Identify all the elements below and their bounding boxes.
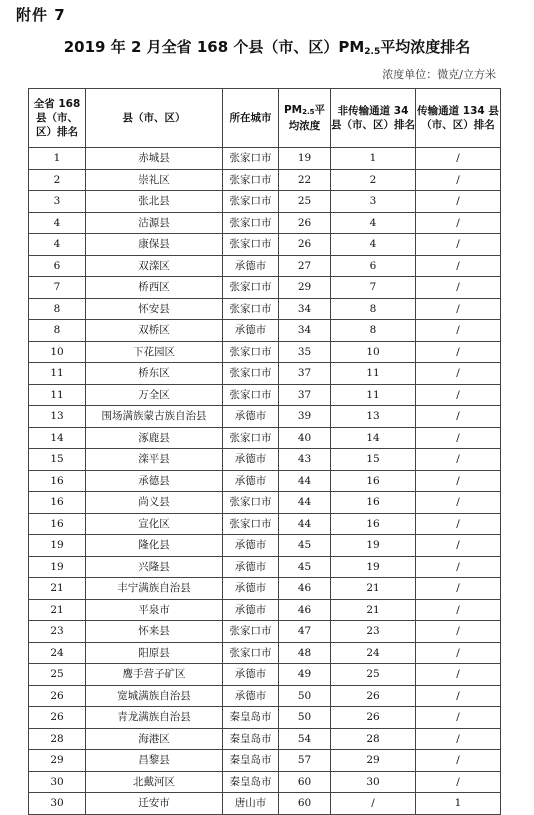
county-cell: 鹰手营子矿区 <box>86 664 223 686</box>
rank-cell: 19 <box>29 556 86 578</box>
non-channel-rank-cell: 30 <box>331 771 416 793</box>
table-row <box>29 191 501 213</box>
table-row <box>29 169 501 191</box>
pm-value-cell: 26 <box>279 212 331 234</box>
rank-cell: 25 <box>29 664 86 686</box>
pm-value-cell: 26 <box>279 234 331 256</box>
table-row <box>29 793 501 815</box>
non-channel-rank-cell: 28 <box>331 728 416 750</box>
channel-rank-cell: / <box>416 621 501 643</box>
non-channel-rank-cell: 19 <box>331 535 416 557</box>
table-row <box>29 642 501 664</box>
rank-cell: 19 <box>29 535 86 557</box>
header-rank: 全省 168 县（市、区）排名 <box>29 89 86 148</box>
table-row <box>29 406 501 428</box>
pm-value-cell: 44 <box>279 513 331 535</box>
non-channel-rank-cell: 10 <box>331 341 416 363</box>
non-channel-rank-cell: 24 <box>331 642 416 664</box>
city-cell: 张家口市 <box>223 212 279 234</box>
county-cell: 滦平县 <box>86 449 223 471</box>
pm-value-cell: 39 <box>279 406 331 428</box>
channel-rank-cell: / <box>416 492 501 514</box>
rank-cell: 24 <box>29 642 86 664</box>
table-row <box>29 234 501 256</box>
channel-rank-cell: / <box>416 148 501 170</box>
channel-rank-cell: / <box>416 556 501 578</box>
city-cell: 张家口市 <box>223 341 279 363</box>
county-cell: 张北县 <box>86 191 223 213</box>
county-cell: 怀来县 <box>86 621 223 643</box>
rank-cell: 11 <box>29 384 86 406</box>
table-row <box>29 685 501 707</box>
rank-cell: 28 <box>29 728 86 750</box>
pm-value-cell: 46 <box>279 599 331 621</box>
pm-value-cell: 19 <box>279 148 331 170</box>
city-cell: 张家口市 <box>223 169 279 191</box>
channel-rank-cell: / <box>416 427 501 449</box>
non-channel-rank-cell: 29 <box>331 750 416 772</box>
table-header <box>29 89 501 148</box>
channel-rank-cell: / <box>416 535 501 557</box>
city-cell: 承德市 <box>223 685 279 707</box>
ranking-table <box>28 88 501 815</box>
table-row <box>29 255 501 277</box>
table-row <box>29 341 501 363</box>
county-cell: 阳原县 <box>86 642 223 664</box>
non-channel-rank-cell: 16 <box>331 513 416 535</box>
county-cell: 兴隆县 <box>86 556 223 578</box>
pm-value-cell: 54 <box>279 728 331 750</box>
non-channel-rank-cell: 8 <box>331 298 416 320</box>
non-channel-rank-cell: 6 <box>331 255 416 277</box>
non-channel-rank-cell: 19 <box>331 556 416 578</box>
non-channel-rank-cell: 4 <box>331 234 416 256</box>
city-cell: 张家口市 <box>223 492 279 514</box>
pm-value-cell: 35 <box>279 341 331 363</box>
channel-rank-cell: / <box>416 642 501 664</box>
channel-rank-cell: / <box>416 449 501 471</box>
channel-rank-cell: / <box>416 707 501 729</box>
city-cell: 张家口市 <box>223 298 279 320</box>
table-body <box>29 148 501 815</box>
rank-cell: 11 <box>29 363 86 385</box>
city-cell: 承德市 <box>223 255 279 277</box>
rank-cell: 26 <box>29 707 86 729</box>
non-channel-rank-cell: 13 <box>331 406 416 428</box>
city-cell: 张家口市 <box>223 621 279 643</box>
table-row <box>29 513 501 535</box>
non-channel-rank-cell: 21 <box>331 599 416 621</box>
city-cell: 承德市 <box>223 470 279 492</box>
channel-rank-cell: / <box>416 470 501 492</box>
pm-value-cell: 57 <box>279 750 331 772</box>
city-cell: 承德市 <box>223 320 279 342</box>
header-pm-subscript: 2.5 <box>302 108 315 116</box>
channel-rank-cell: 1 <box>416 793 501 815</box>
header-row <box>29 89 501 148</box>
rank-cell: 3 <box>29 191 86 213</box>
rank-cell: 2 <box>29 169 86 191</box>
rank-cell: 16 <box>29 513 86 535</box>
city-cell: 承德市 <box>223 599 279 621</box>
pm-value-cell: 37 <box>279 384 331 406</box>
county-cell: 昌黎县 <box>86 750 223 772</box>
non-channel-rank-cell: 16 <box>331 492 416 514</box>
pm-value-cell: 44 <box>279 470 331 492</box>
channel-rank-cell: / <box>416 771 501 793</box>
rank-cell: 21 <box>29 578 86 600</box>
rank-cell: 13 <box>29 406 86 428</box>
non-channel-rank-cell: 1 <box>331 148 416 170</box>
county-cell: 康保县 <box>86 234 223 256</box>
city-cell: 张家口市 <box>223 427 279 449</box>
city-cell: 唐山市 <box>223 793 279 815</box>
county-cell: 涿鹿县 <box>86 427 223 449</box>
header-channel: 传输通道 134 县（市、区）排名 <box>416 89 501 148</box>
city-cell: 张家口市 <box>223 642 279 664</box>
non-channel-rank-cell: 25 <box>331 664 416 686</box>
county-cell: 下花园区 <box>86 341 223 363</box>
table-row <box>29 384 501 406</box>
header-pm-suffix: 平均浓度 <box>288 104 326 132</box>
table-row <box>29 492 501 514</box>
table-row <box>29 449 501 471</box>
non-channel-rank-cell: 26 <box>331 707 416 729</box>
county-cell: 双滦区 <box>86 255 223 277</box>
table-row <box>29 212 501 234</box>
pm-value-cell: 60 <box>279 771 331 793</box>
pm-value-cell: 48 <box>279 642 331 664</box>
non-channel-rank-cell: 8 <box>331 320 416 342</box>
non-channel-rank-cell: 21 <box>331 578 416 600</box>
county-cell: 海港区 <box>86 728 223 750</box>
city-cell: 承德市 <box>223 664 279 686</box>
county-cell: 围场满族蒙古族自治县 <box>86 406 223 428</box>
city-cell: 秦皇岛市 <box>223 728 279 750</box>
county-cell: 怀安县 <box>86 298 223 320</box>
attachment-label: 附件 7 <box>16 6 66 24</box>
rank-cell: 8 <box>29 320 86 342</box>
pm-value-cell: 47 <box>279 621 331 643</box>
channel-rank-cell: / <box>416 191 501 213</box>
county-cell: 桥东区 <box>86 363 223 385</box>
pm-value-cell: 37 <box>279 363 331 385</box>
rank-cell: 7 <box>29 277 86 299</box>
pm-value-cell: 25 <box>279 191 331 213</box>
pm-value-cell: 44 <box>279 492 331 514</box>
rank-cell: 10 <box>29 341 86 363</box>
rank-cell: 23 <box>29 621 86 643</box>
rank-cell: 1 <box>29 148 86 170</box>
table-row <box>29 320 501 342</box>
rank-cell: 4 <box>29 212 86 234</box>
header-city: 所在城市 <box>223 89 279 148</box>
header-non-channel: 非传输通道 34 县（市、区）排名 <box>331 89 416 148</box>
city-cell: 秦皇岛市 <box>223 707 279 729</box>
city-cell: 承德市 <box>223 449 279 471</box>
rank-cell: 14 <box>29 427 86 449</box>
county-cell: 宽城满族自治县 <box>86 685 223 707</box>
pm-value-cell: 46 <box>279 578 331 600</box>
channel-rank-cell: / <box>416 298 501 320</box>
county-cell: 平泉市 <box>86 599 223 621</box>
table-row <box>29 664 501 686</box>
pm-value-cell: 27 <box>279 255 331 277</box>
pm-value-cell: 50 <box>279 685 331 707</box>
non-channel-rank-cell: 14 <box>331 427 416 449</box>
rank-cell: 30 <box>29 771 86 793</box>
pm-value-cell: 34 <box>279 298 331 320</box>
rank-cell: 21 <box>29 599 86 621</box>
non-channel-rank-cell: 11 <box>331 384 416 406</box>
county-cell: 隆化县 <box>86 535 223 557</box>
channel-rank-cell: / <box>416 341 501 363</box>
pm-value-cell: 60 <box>279 793 331 815</box>
county-cell: 宣化区 <box>86 513 223 535</box>
channel-rank-cell: / <box>416 234 501 256</box>
county-cell: 万全区 <box>86 384 223 406</box>
table-row <box>29 298 501 320</box>
document-title <box>0 36 534 57</box>
pm-value-cell: 50 <box>279 707 331 729</box>
channel-rank-cell: / <box>416 255 501 277</box>
non-channel-rank-cell: 7 <box>331 277 416 299</box>
pm-value-cell: 49 <box>279 664 331 686</box>
rank-cell: 16 <box>29 470 86 492</box>
county-cell: 双桥区 <box>86 320 223 342</box>
county-cell: 迁安市 <box>86 793 223 815</box>
channel-rank-cell: / <box>416 578 501 600</box>
table-row <box>29 470 501 492</box>
table-row <box>29 535 501 557</box>
county-cell: 北戴河区 <box>86 771 223 793</box>
header-pm <box>279 89 331 148</box>
non-channel-rank-cell: 15 <box>331 449 416 471</box>
table-row <box>29 599 501 621</box>
city-cell: 承德市 <box>223 535 279 557</box>
non-channel-rank-cell: 4 <box>331 212 416 234</box>
channel-rank-cell: / <box>416 728 501 750</box>
city-cell: 张家口市 <box>223 148 279 170</box>
city-cell: 秦皇岛市 <box>223 771 279 793</box>
rank-cell: 29 <box>29 750 86 772</box>
city-cell: 承德市 <box>223 556 279 578</box>
channel-rank-cell: / <box>416 599 501 621</box>
rank-cell: 4 <box>29 234 86 256</box>
city-cell: 张家口市 <box>223 191 279 213</box>
rank-cell: 26 <box>29 685 86 707</box>
pm-value-cell: 45 <box>279 535 331 557</box>
rank-cell: 6 <box>29 255 86 277</box>
channel-rank-cell: / <box>416 277 501 299</box>
city-cell: 张家口市 <box>223 234 279 256</box>
channel-rank-cell: / <box>416 685 501 707</box>
non-channel-rank-cell: 2 <box>331 169 416 191</box>
rank-cell: 15 <box>29 449 86 471</box>
pm-value-cell: 29 <box>279 277 331 299</box>
channel-rank-cell: / <box>416 363 501 385</box>
title-subscript: 2.5 <box>364 47 381 57</box>
county-cell: 崇礼区 <box>86 169 223 191</box>
county-cell: 青龙满族自治县 <box>86 707 223 729</box>
city-cell: 承德市 <box>223 578 279 600</box>
pm-value-cell: 40 <box>279 427 331 449</box>
county-cell: 沽源县 <box>86 212 223 234</box>
table-row <box>29 363 501 385</box>
rank-cell: 30 <box>29 793 86 815</box>
channel-rank-cell: / <box>416 384 501 406</box>
table-row <box>29 578 501 600</box>
city-cell: 张家口市 <box>223 513 279 535</box>
title-prefix: 2019 年 2 月全省 168 个县（市、区）PM <box>63 38 365 56</box>
table-row <box>29 707 501 729</box>
pm-value-cell: 43 <box>279 449 331 471</box>
header-county: 县（市、区） <box>86 89 223 148</box>
channel-rank-cell: / <box>416 750 501 772</box>
city-cell: 张家口市 <box>223 384 279 406</box>
county-cell: 赤城县 <box>86 148 223 170</box>
table-row <box>29 728 501 750</box>
non-channel-rank-cell: / <box>331 793 416 815</box>
non-channel-rank-cell: 26 <box>331 685 416 707</box>
city-cell: 张家口市 <box>223 363 279 385</box>
city-cell: 张家口市 <box>223 277 279 299</box>
non-channel-rank-cell: 11 <box>331 363 416 385</box>
table-row <box>29 148 501 170</box>
pm-value-cell: 22 <box>279 169 331 191</box>
table-row <box>29 556 501 578</box>
channel-rank-cell: / <box>416 212 501 234</box>
table-row <box>29 771 501 793</box>
table-row <box>29 427 501 449</box>
channel-rank-cell: / <box>416 513 501 535</box>
header-pm-prefix: PM <box>283 104 303 116</box>
channel-rank-cell: / <box>416 406 501 428</box>
table-row <box>29 621 501 643</box>
table-row <box>29 277 501 299</box>
channel-rank-cell: / <box>416 320 501 342</box>
channel-rank-cell: / <box>416 664 501 686</box>
county-cell: 承德县 <box>86 470 223 492</box>
non-channel-rank-cell: 23 <box>331 621 416 643</box>
non-channel-rank-cell: 16 <box>331 470 416 492</box>
rank-cell: 16 <box>29 492 86 514</box>
county-cell: 丰宁满族自治县 <box>86 578 223 600</box>
table-row <box>29 750 501 772</box>
city-cell: 秦皇岛市 <box>223 750 279 772</box>
county-cell: 尚义县 <box>86 492 223 514</box>
channel-rank-cell: / <box>416 169 501 191</box>
unit-note: 浓度单位：微克/立方米 <box>382 68 496 81</box>
non-channel-rank-cell: 3 <box>331 191 416 213</box>
pm-value-cell: 34 <box>279 320 331 342</box>
rank-cell: 8 <box>29 298 86 320</box>
pm-value-cell: 45 <box>279 556 331 578</box>
county-cell: 桥西区 <box>86 277 223 299</box>
title-suffix: 平均浓度排名 <box>380 38 471 56</box>
city-cell: 承德市 <box>223 406 279 428</box>
